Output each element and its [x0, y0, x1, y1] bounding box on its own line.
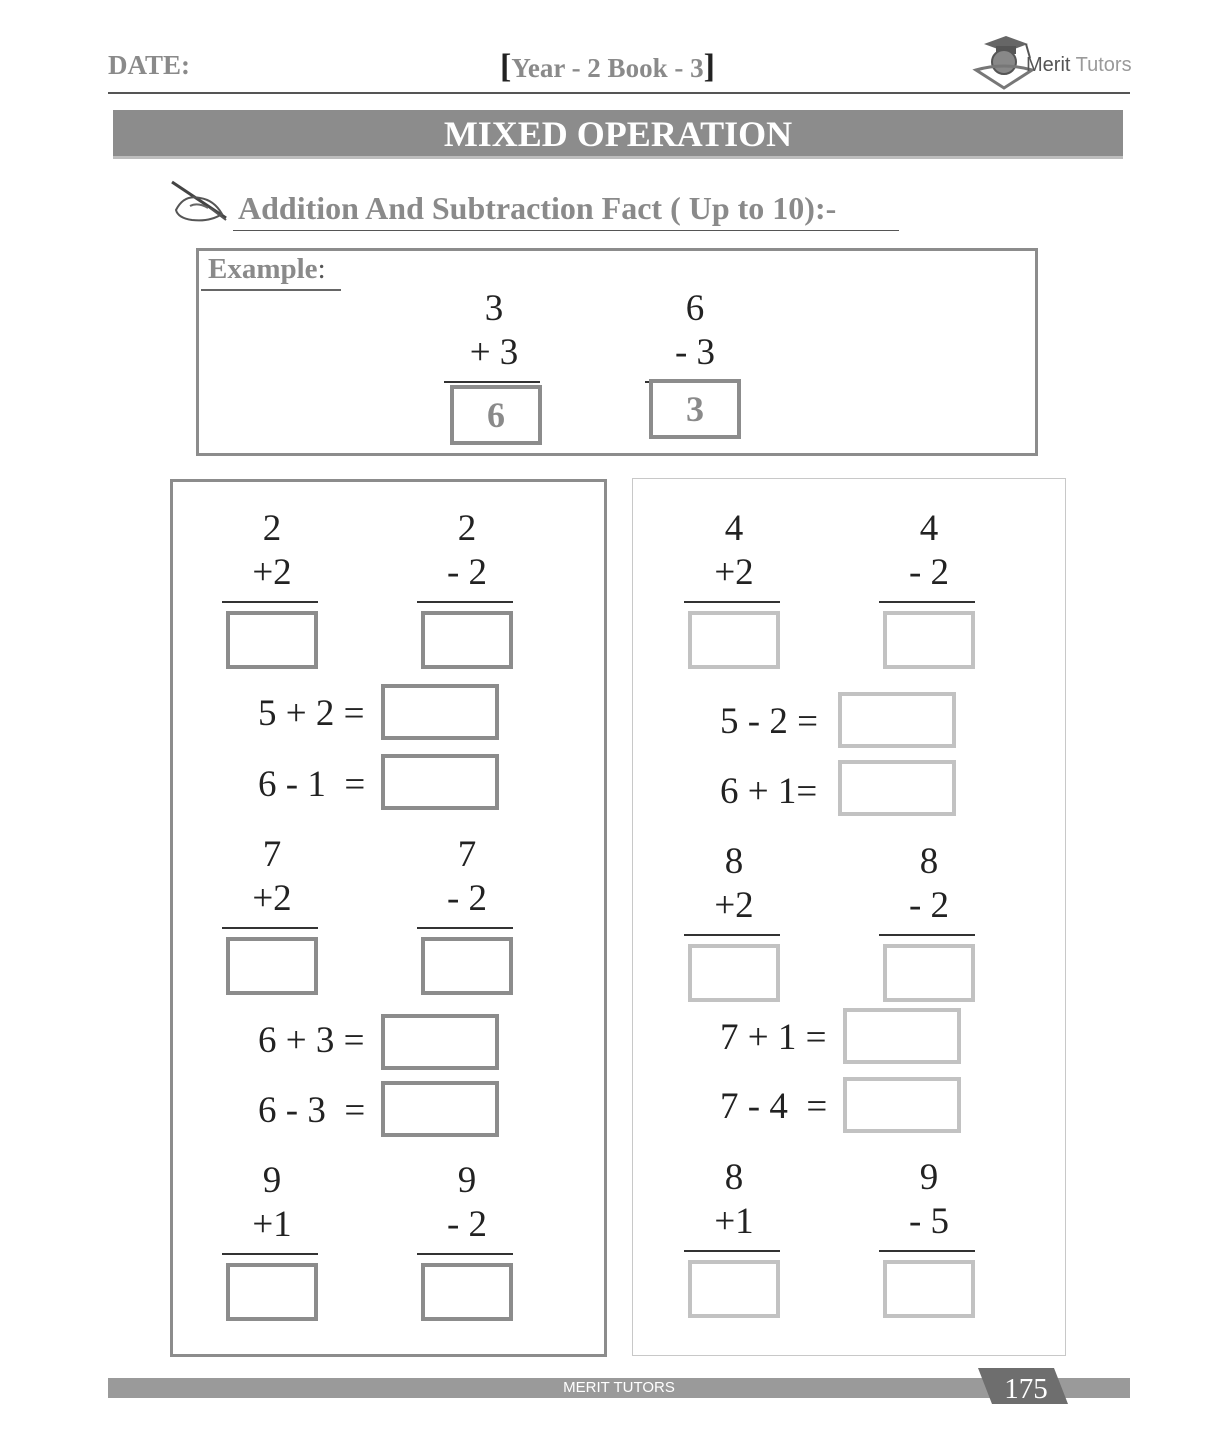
problem-operand: - 2 — [446, 552, 488, 593]
answer-box[interactable] — [883, 611, 975, 669]
problem-operand: +1 — [714, 1201, 754, 1242]
bracket-close: ] — [703, 48, 715, 85]
vertical-problem — [879, 842, 979, 982]
book-label — [500, 48, 715, 86]
vertical-problem — [684, 1158, 784, 1298]
problem-operand: - 5 — [908, 1201, 950, 1242]
problem-top-number: 8 — [724, 841, 744, 882]
answer-box[interactable] — [883, 944, 975, 1002]
answer-box[interactable] — [381, 754, 499, 810]
problem-rule — [684, 1250, 780, 1252]
brand-name — [1026, 54, 1132, 77]
answer-box[interactable] — [688, 611, 780, 669]
problem-top-number: 4 — [724, 508, 744, 549]
problem-top-number: 8 — [724, 1157, 744, 1198]
problem-top-number: 7 — [457, 834, 477, 875]
vertical-problem — [222, 509, 322, 649]
answer-box[interactable] — [688, 944, 780, 1002]
problem-rule — [222, 601, 318, 603]
problem-operand: +2 — [714, 885, 754, 926]
problem-operand: + 3 — [469, 332, 519, 373]
problem-top-number: 2 — [262, 508, 282, 549]
problem-rule — [417, 601, 513, 603]
example-problem-addition — [444, 288, 544, 435]
answer-box[interactable] — [883, 1260, 975, 1318]
problem-top-number: 9 — [262, 1160, 282, 1201]
horizontal-problem: 6 + 3 = — [258, 1020, 365, 1061]
problem-top-number: 9 — [457, 1160, 477, 1201]
section-heading-underline — [233, 230, 899, 231]
vertical-problem — [684, 509, 784, 649]
problem-operand: +2 — [252, 878, 292, 919]
vertical-problem — [222, 1161, 322, 1301]
problem-top-number: 9 — [919, 1157, 939, 1198]
answer-box[interactable] — [843, 1077, 961, 1133]
example-label-text: Example — [208, 253, 318, 285]
vertical-problem — [222, 835, 322, 975]
bracket-open: [ — [500, 48, 512, 85]
answer-box[interactable] — [688, 1260, 780, 1318]
problem-top-number: 3 — [484, 288, 504, 329]
vertical-problem — [879, 509, 979, 649]
problem-top-number: 8 — [919, 841, 939, 882]
page-number: 175 — [1004, 1373, 1048, 1405]
problem-operand: - 2 — [446, 878, 488, 919]
vertical-problem — [879, 1158, 979, 1298]
vertical-problem — [417, 835, 517, 975]
problem-rule — [222, 1253, 318, 1255]
date-label: DATE: — [108, 50, 191, 80]
answer-box[interactable] — [838, 692, 956, 748]
problem-operand: +1 — [252, 1204, 292, 1245]
problem-operand: - 3 — [674, 332, 716, 373]
problem-rule — [684, 601, 780, 603]
problem-operand: +2 — [252, 552, 292, 593]
problem-top-number: 2 — [457, 508, 477, 549]
answer-box[interactable] — [226, 1263, 318, 1321]
example-label-underline — [201, 289, 341, 291]
section-heading: Addition And Subtraction Fact ( Up to 10):- — [238, 190, 837, 226]
problem-rule — [684, 934, 780, 936]
answer-box[interactable] — [226, 611, 318, 669]
problem-operand: - 2 — [446, 1204, 488, 1245]
pencil-hand-icon — [170, 180, 230, 224]
horizontal-problem: 6 - 1 = — [258, 764, 366, 805]
page-title: MIXED OPERATION — [113, 110, 1123, 159]
problem-rule — [879, 601, 975, 603]
brand-name-part2: Tutors — [1075, 54, 1132, 76]
problem-operand: - 2 — [908, 552, 950, 593]
horizontal-problem: 7 + 1 = — [720, 1017, 827, 1058]
answer-box[interactable] — [381, 1014, 499, 1070]
answer-box[interactable] — [421, 1263, 513, 1321]
problem-top-number: 6 — [685, 288, 705, 329]
vertical-problem — [684, 842, 784, 982]
horizontal-problem: 7 - 4 = — [720, 1086, 828, 1127]
problem-rule — [222, 927, 318, 929]
problem-top-number: 7 — [262, 834, 282, 875]
answer-box[interactable] — [381, 1081, 499, 1137]
horizontal-problem: 5 + 2 = — [258, 693, 365, 734]
header-divider — [108, 92, 1130, 94]
problem-operand: - 2 — [908, 885, 950, 926]
problem-rule — [879, 1250, 975, 1252]
example-label-colon: : — [317, 253, 326, 285]
answer-box[interactable] — [421, 611, 513, 669]
horizontal-problem: 6 + 1= — [720, 771, 818, 812]
answer-box[interactable] — [838, 760, 956, 816]
example-label — [208, 253, 326, 286]
answer-box[interactable] — [843, 1008, 961, 1064]
horizontal-problem: 6 - 3 = — [258, 1090, 366, 1131]
problem-operand: +2 — [714, 552, 754, 593]
brand-name-part1: Merit — [1026, 54, 1071, 76]
answer-box[interactable] — [226, 937, 318, 995]
vertical-problem — [417, 509, 517, 649]
answer-box[interactable] — [381, 684, 499, 740]
example-problem-subtraction — [645, 289, 745, 429]
book-title: Year - 2 Book - 3 — [511, 53, 704, 83]
problem-rule — [417, 1253, 513, 1255]
footer-bar: MERIT TUTORS — [108, 1378, 1130, 1398]
problem-answer-box: 6 — [450, 385, 542, 445]
problem-rule — [417, 927, 513, 929]
answer-box[interactable] — [421, 937, 513, 995]
problem-top-number: 4 — [919, 508, 939, 549]
problem-rule — [444, 381, 540, 383]
horizontal-problem: 5 - 2 = — [720, 701, 818, 742]
vertical-problem — [417, 1161, 517, 1301]
problem-rule — [879, 934, 975, 936]
problem-answer-box: 3 — [649, 379, 741, 439]
